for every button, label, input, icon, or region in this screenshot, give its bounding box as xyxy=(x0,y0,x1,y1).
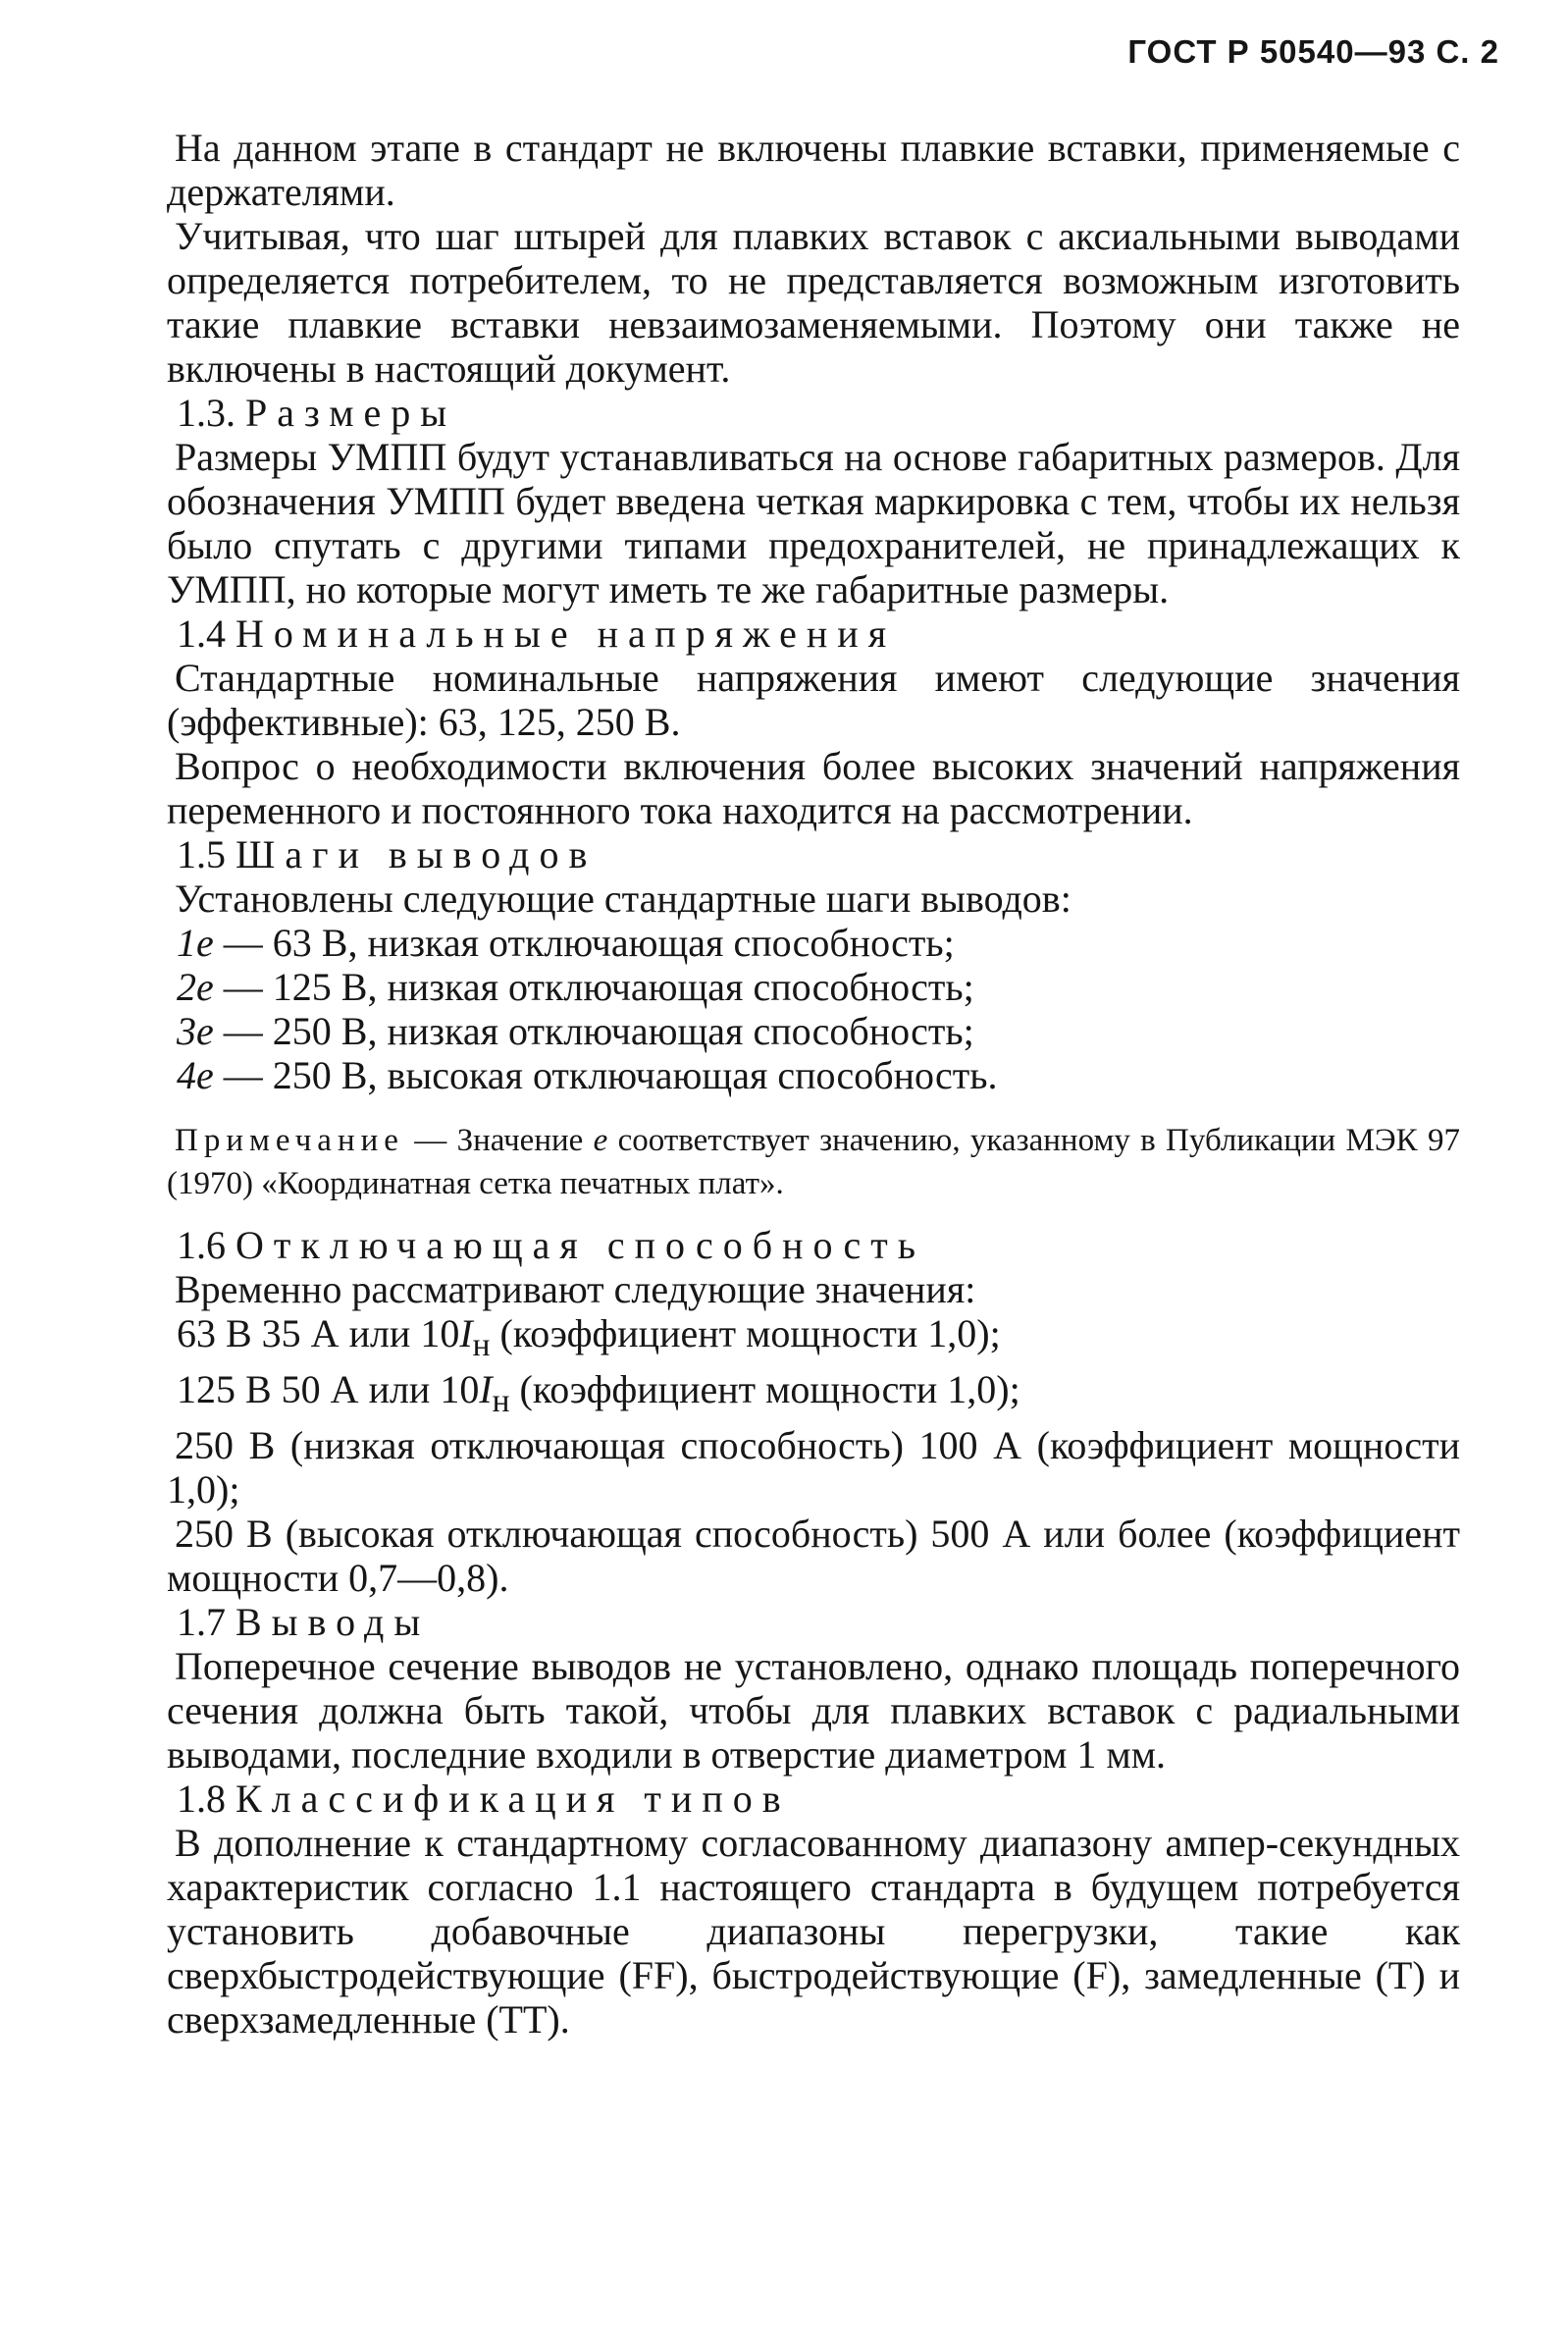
paragraph: Поперечное сечение выводов не установлено, однако площадь поперечного сечения должна быть такой, чтобы для плавких вставок с радиальными выводами, последние входили в отверстие диаметром 1 мм. xyxy=(167,1644,1460,1777)
paragraph: Установлены следующие стандартные шаги выводов: xyxy=(175,876,1071,921)
section-title: Отключающая способность xyxy=(235,1223,925,1267)
section-heading-1-7 xyxy=(167,1600,1460,1644)
item-text: (коэффициент мощности 1,0); xyxy=(509,1367,1020,1411)
pitch-text: — 125 В, низкая отключающая способность; xyxy=(213,965,974,1009)
note xyxy=(167,1119,1460,1205)
paragraph: На данном этапе в стандарт не включены плавкие вставки, применяемые с держателями. xyxy=(167,126,1460,214)
section-number: 1.6 xyxy=(177,1223,226,1267)
section-title: Размеры xyxy=(245,391,457,435)
paragraph: В дополнение к стандартному согласованному диапазону ампер-секундных характеристик согласно 1.1 настоящего стандарта в будущем потребуется установить добавочные диапазоны перегрузки, такие как сверхбыстродействующие (FF), быстродействующие (F), замедленные (T) и сверхзамедленные (TT). xyxy=(167,1821,1460,2042)
note-text: соответствует значению, указанному в Публикации МЭК 97 (1970) «Координатная сетка печатных плат». xyxy=(167,1123,1460,1201)
section-number: 1.5 xyxy=(177,832,226,876)
item-text: 125 В 50 А или 10 xyxy=(177,1367,480,1411)
section-heading-1-8 xyxy=(167,1777,1460,1821)
section-number: 1.3. xyxy=(177,391,235,435)
section-heading-1-5 xyxy=(167,832,1460,876)
paragraph: Вопрос о необходимости включения более высоких значений напряжения переменного и постоянного тока находится на рассмотрении. xyxy=(167,744,1460,832)
note-symbol: e xyxy=(593,1123,608,1158)
pitch-code: 2e xyxy=(177,965,214,1009)
section-title: Выводы xyxy=(235,1600,431,1644)
pitch-text: — 250 В, низкая отключающая способность; xyxy=(213,1009,974,1053)
pitch-code: 4e xyxy=(177,1053,214,1097)
pitch-code: 3e xyxy=(177,1009,214,1053)
section-heading-1-4 xyxy=(167,611,1460,656)
note-text: — Значение xyxy=(403,1123,594,1158)
item-text: 63 В 35 А или 10 xyxy=(177,1311,460,1355)
section-title: Номинальные напряжения xyxy=(235,611,897,656)
current-symbol: I xyxy=(459,1311,473,1355)
paragraph: Размеры УМПП будут устанавливаться на основе габаритных размеров. Для обозначения УМПП будет введена четкая маркировка с тем, чтобы их нельзя было спутать с другими типами предохранителей, не принадлежащих к УМПП, но которые могут иметь те же габаритные размеры. xyxy=(167,435,1460,611)
breaking-capacity-item xyxy=(167,1311,1460,1367)
breaking-capacity-item xyxy=(167,1367,1460,1423)
current-subscript: н xyxy=(472,1327,491,1363)
section-heading-1-6 xyxy=(167,1223,1460,1267)
note-label: Примечание xyxy=(175,1123,404,1158)
document-body xyxy=(167,126,1460,2042)
section-number: 1.8 xyxy=(177,1777,226,1821)
section-number: 1.4 xyxy=(177,611,226,656)
pitch-item xyxy=(167,1053,1460,1097)
pitch-code: 1e xyxy=(177,921,214,965)
page-header: ГОСТ Р 50540—93 С. 2 xyxy=(1127,33,1499,70)
pitch-item xyxy=(167,965,1460,1009)
paragraph: Учитывая, что шаг штырей для плавких вставок с аксиальными выводами определяется потребителем, то не представляется возможным изготовить такие плавкие вставки невзаимозаменяемыми. Поэтому они также не включены в настоящий документ. xyxy=(167,214,1460,391)
item-text: (коэффициент мощности 1,0); xyxy=(490,1311,1001,1355)
paragraph: 250 В (низкая отключающая способность) 100 А (коэффициент мощности 1,0); xyxy=(167,1423,1460,1512)
paragraph: Временно рассматривают следующие значения: xyxy=(175,1267,976,1311)
current-subscript: н xyxy=(492,1383,510,1419)
paragraph: 250 В (высокая отключающая способность) 500 А или более (коэффициент мощности 0,7—0,8). xyxy=(167,1512,1460,1600)
pitch-text: — 63 В, низкая отключающая способность; xyxy=(213,921,955,965)
pitch-item xyxy=(167,1009,1460,1053)
pitch-item xyxy=(167,921,1460,965)
section-title: Классификация типов xyxy=(235,1777,791,1821)
section-number: 1.7 xyxy=(177,1600,226,1644)
paragraph: Стандартные номинальные напряжения имеют следующие значения (эффективные): 63, 125, 250 В. xyxy=(167,656,1460,744)
pitch-text: — 250 В, высокая отключающая способность. xyxy=(213,1053,998,1097)
current-symbol: I xyxy=(479,1367,493,1411)
section-title: Шаги выводов xyxy=(235,832,598,876)
section-heading-1-3 xyxy=(167,391,1460,435)
